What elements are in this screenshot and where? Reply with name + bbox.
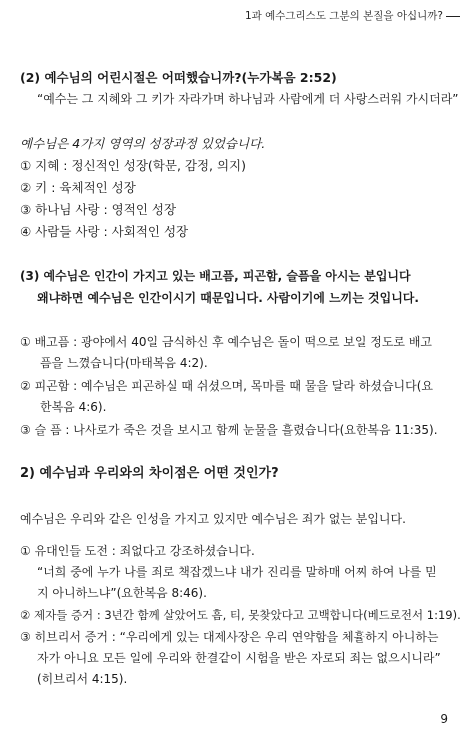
growth-intro: 예수님은 4가지 영역의 성장과정 있었습니다. (20, 136, 266, 151)
list-item: ① 지혜 : 정신적인 성장(학문, 감정, 의지) (20, 158, 247, 173)
list-item: ③ 하나님 사랑 : 영적인 성장 (20, 202, 177, 217)
running-title: 1과 예수그리스도 그분의 본질을 아십니까? (244, 10, 443, 22)
scripture-quote: “너희 중에 누가 나를 죄로 책잡겠느냐 내가 진리를 말하매 어찌 하여 나를 믿 (37, 565, 437, 579)
section-heading-difference: 2) 예수님과 우리와의 차이점은 어떤 것인가? (20, 466, 279, 481)
scripture-quote-cont: (히브리서 4:15). (37, 672, 128, 686)
list-item: ③ 슬 픔 : 나사로가 죽은 것을 보시고 함께 눈물을 흘렸습니다(요한복음 11:35). (20, 423, 438, 437)
list-item-cont: 한복음 4:6). (40, 400, 107, 414)
scripture-quote-cont: 지 아니하느냐”(요한복음 8:46). (37, 586, 207, 600)
list-item: ② 피곤함 : 예수님은 피곤하실 때 쉬셨으며, 목마를 때 물을 달라 하셨습니다(요 (20, 379, 434, 393)
list-item-cont: 픔을 느꼈습니다(마태복음 4:2). (40, 356, 208, 370)
page-number: 9 (440, 712, 448, 726)
section-heading-childhood: (2) 예수님의 어린시절은 어떠했습니까?(누가복음 2:52) (20, 70, 337, 85)
list-item: ③ 히브리서 증거 : “우리에게 있는 대제사장은 우리 연약함을 체휼하지 아니하는 (20, 630, 439, 644)
section-heading-humanity: (3) 예수님은 인간이 가지고 있는 배고픔, 피곤함, 슬픔을 아시는 분입니다 (20, 269, 411, 283)
list-item: ① 유대인들 도전 : 죄없다고 강조하셨습니다. (20, 544, 255, 558)
list-item: ② 키 : 육체적인 성장 (20, 180, 136, 195)
list-item: ④ 사람들 사랑 : 사회적인 성장 (20, 224, 189, 239)
list-item: ① 배고픔 : 광야에서 40일 금식하신 후 예수님은 돌이 떡으로 보일 정도로 배고 (20, 335, 433, 349)
scripture-quote: “예수는 그 지혜와 그 키가 자라가며 하나님과 사람에게 더 사랑스러워 가시더라” (37, 92, 459, 106)
scripture-quote: 자가 아니요 모든 일에 우리와 한결같이 시험을 받은 자로되 죄는 없으시니라” (37, 651, 441, 665)
difference-intro: 예수님은 우리와 같은 인성을 가지고 있지만 예수님은 죄가 없는 분입니다. (20, 512, 406, 526)
running-header (245, 8, 460, 23)
section-heading-humanity-cont: 왜냐하면 예수님은 인간이시기 때문입니다. 사람이기에 느끼는 것입니다. (37, 291, 419, 305)
arrow-line-icon (446, 16, 460, 17)
list-item: ② 제자들 증거 : 3년간 함께 살았어도 흠, 티, 못찾았다고 고백합니다(베드로전서 1:19). (20, 608, 461, 622)
